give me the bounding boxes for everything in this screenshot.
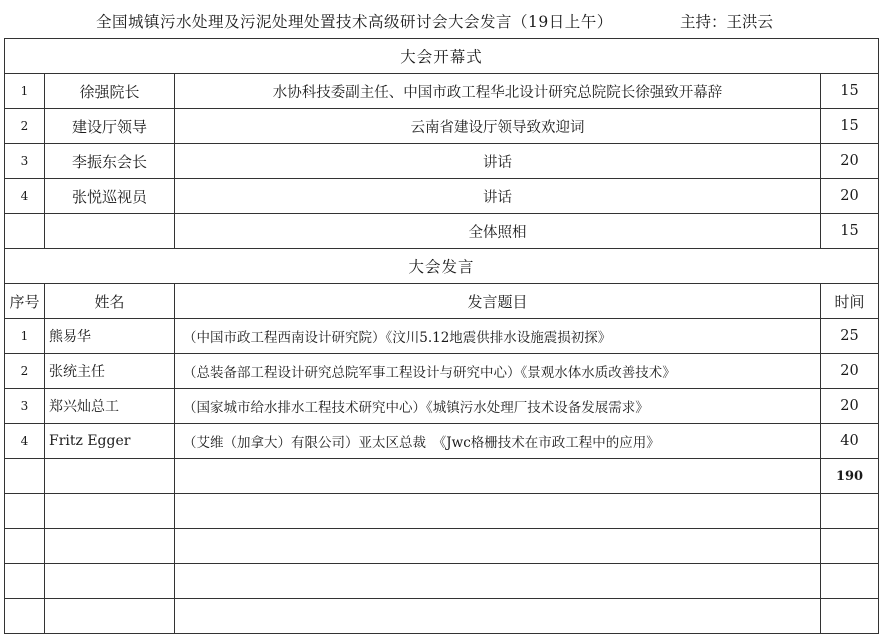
table-row bbox=[5, 179, 879, 214]
table-row bbox=[5, 424, 879, 459]
row-index: 4 bbox=[5, 424, 45, 459]
empty-cell bbox=[5, 529, 45, 564]
total-row bbox=[5, 459, 879, 494]
duration: 20 bbox=[821, 354, 879, 389]
empty-row bbox=[5, 529, 879, 564]
speaker-name: 张统主任 bbox=[45, 354, 175, 389]
empty-cell bbox=[45, 564, 175, 599]
host-label: 主持：王洪云 bbox=[680, 13, 774, 31]
speech-topic: （总装备部工程设计研究总院军事工程设计与研究中心）《景观水体水质改善技术》 bbox=[175, 354, 821, 389]
table-row bbox=[5, 354, 879, 389]
speaker-name: 熊易华 bbox=[45, 319, 175, 354]
empty-cell bbox=[45, 529, 175, 564]
speech-topic: 讲话 bbox=[175, 144, 821, 179]
duration: 20 bbox=[821, 389, 879, 424]
empty-cell bbox=[5, 214, 45, 249]
duration: 15 bbox=[821, 74, 879, 109]
column-header-topic: 发言题目 bbox=[175, 284, 821, 319]
duration: 15 bbox=[821, 214, 879, 249]
agenda-table bbox=[4, 38, 879, 634]
duration: 20 bbox=[821, 179, 879, 214]
empty-cell bbox=[5, 494, 45, 529]
table-row bbox=[5, 319, 879, 354]
opening-section-row bbox=[5, 39, 879, 74]
empty-cell bbox=[175, 564, 821, 599]
speaker-name: 建设厅领导 bbox=[45, 109, 175, 144]
empty-cell bbox=[5, 564, 45, 599]
empty-cell bbox=[175, 529, 821, 564]
empty-row bbox=[5, 564, 879, 599]
empty-row bbox=[5, 599, 879, 634]
speaker-name: 张悦巡视员 bbox=[45, 179, 175, 214]
row-index: 3 bbox=[5, 389, 45, 424]
empty-cell bbox=[175, 494, 821, 529]
speech-topic: （中国市政工程西南设计研究院）《汶川5.12地震供排水设施震损初探》 bbox=[175, 319, 821, 354]
total-duration: 190 bbox=[821, 459, 879, 494]
speaker-name: 徐强院长 bbox=[45, 74, 175, 109]
speeches-section-title: 大会发言 bbox=[5, 249, 879, 284]
empty-cell bbox=[821, 599, 879, 634]
row-index: 3 bbox=[5, 144, 45, 179]
column-header-row bbox=[5, 284, 879, 319]
speeches-section-row bbox=[5, 249, 879, 284]
speech-topic: 讲话 bbox=[175, 179, 821, 214]
table-row bbox=[5, 214, 879, 249]
opening-section-title: 大会开幕式 bbox=[5, 39, 879, 74]
table-row bbox=[5, 74, 879, 109]
empty-cell bbox=[175, 599, 821, 634]
row-index: 1 bbox=[5, 74, 45, 109]
duration: 15 bbox=[821, 109, 879, 144]
column-header-name: 姓名 bbox=[45, 284, 175, 319]
empty-cell bbox=[45, 214, 175, 249]
empty-cell bbox=[45, 599, 175, 634]
group-photo-label: 全体照相 bbox=[175, 214, 821, 249]
table-row bbox=[5, 144, 879, 179]
column-header-time: 时间 bbox=[821, 284, 879, 319]
duration: 20 bbox=[821, 144, 879, 179]
speaker-name: 郑兴灿总工 bbox=[45, 389, 175, 424]
speech-topic: 水协科技委副主任、中国市政工程华北设计研究总院院长徐强致开幕辞 bbox=[175, 74, 821, 109]
duration: 25 bbox=[821, 319, 879, 354]
empty-cell bbox=[821, 529, 879, 564]
empty-cell bbox=[5, 459, 45, 494]
speaker-name: Fritz Egger bbox=[45, 424, 175, 459]
empty-row bbox=[5, 494, 879, 529]
document-header bbox=[0, 0, 880, 40]
column-header-index: 序号 bbox=[5, 284, 45, 319]
row-index: 2 bbox=[5, 354, 45, 389]
speaker-name: 李振东会长 bbox=[45, 144, 175, 179]
empty-cell bbox=[175, 459, 821, 494]
table-row bbox=[5, 389, 879, 424]
empty-cell bbox=[821, 564, 879, 599]
document-title: 全国城镇污水处理及污泥处理处置技术高级研讨会大会发言（19日上午） bbox=[96, 13, 613, 31]
empty-cell bbox=[45, 459, 175, 494]
row-index: 1 bbox=[5, 319, 45, 354]
speech-topic: （国家城市给水排水工程技术研究中心）《城镇污水处理厂技术设备发展需求》 bbox=[175, 389, 821, 424]
empty-cell bbox=[5, 599, 45, 634]
speech-topic: 云南省建设厅领导致欢迎词 bbox=[175, 109, 821, 144]
empty-cell bbox=[821, 494, 879, 529]
row-index: 2 bbox=[5, 109, 45, 144]
duration: 40 bbox=[821, 424, 879, 459]
speech-topic: （艾维（加拿大）有限公司）亚太区总裁 《Jwc格栅技术在市政工程中的应用》 bbox=[175, 424, 821, 459]
empty-cell bbox=[45, 494, 175, 529]
row-index: 4 bbox=[5, 179, 45, 214]
table-row bbox=[5, 109, 879, 144]
